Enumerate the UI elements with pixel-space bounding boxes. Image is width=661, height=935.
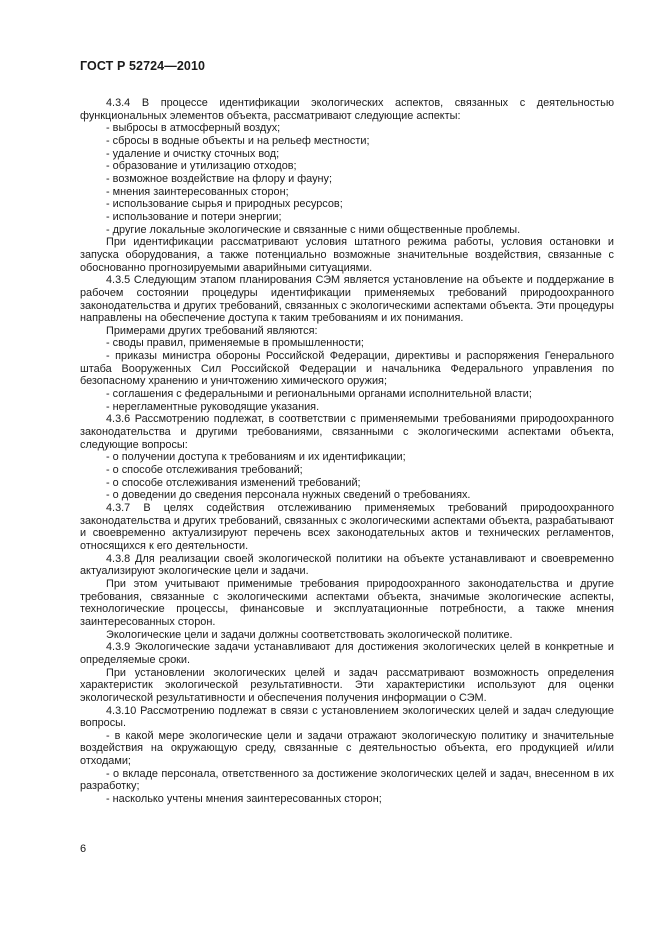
paragraph: - приказы министра обороны Российской Федерации, директивы и распоряжения Генерального штаба Вооруженных Сил Российской Федерации и начальника Федерального управления по безопасному хранению и уничтожению химического оружия; (80, 350, 614, 388)
document-header: ГОСТ Р 52724—2010 (80, 59, 206, 73)
list-item: - удаление и очистку сточных вод; (106, 147, 280, 160)
list-item: - нерегламентные руководящие указания. (106, 400, 320, 413)
paragraph: - в какой мере экологические цели и задачи отражают экологическую политику и значительные воздействия на окружающую среду, связанные с деятельностью объекта, его продукцией и/или отходами; (80, 729, 614, 768)
list-item: - использование и потери энергии; (106, 210, 282, 223)
list-item: - о способе отслеживания изменений требований; (106, 476, 361, 489)
page-number: 6 (80, 843, 87, 855)
paragraph: 4.3.9 Экологические задачи устанавливают для достижения экологических целей в конкретные и определяемые сроки. (80, 641, 614, 666)
paragraph: При идентификации рассматривают условия штатного режима работы, условия остановки и запуска оборудования, а также потенциально возможные значительные воздействия, связанные с обоснованно прогнозируемыми аварийными ситуациями. (80, 236, 614, 274)
paragraph: При этом учитывают применимые требования природоохранного законодательства и другие требования, связанные с экологическими аспектами объекта, значимые экологические аспекты, технологические процессы, финансовые и эксплуатационные потребности, а также мнения заинтересованных сторон. (80, 577, 614, 628)
list-item: - о получении доступа к требованиям и их идентификации; (106, 451, 406, 464)
list-item: - о способе отслеживания требований; (106, 464, 303, 477)
paragraph: 4.3.7 В целях содействия отслеживанию применяемых требований природоохранного законодательства и других требований, связанных с экологическими аспектами объекта, разрабатывают и своевременно актуализируют перечень всех законодательных актов и технических регламентов, относящихся к его деятельности. (80, 502, 614, 552)
list-item: - использование сырья и природных ресурсов; (106, 198, 343, 211)
document-body (80, 97, 614, 806)
list-item: - другие локальные экологические и связанные с ними общественные проблемы. (106, 223, 521, 236)
paragraph: 4.3.10 Рассмотрению подлежат в связи с установлением экологических целей и задач следующие вопросы. (80, 704, 614, 730)
list-item: - сбросы в водные объекты и на рельеф местности; (106, 134, 370, 147)
list-item: - насколько учтены мнения заинтересованных сторон; (106, 793, 382, 806)
paragraph: - о вкладе персонала, ответственного за достижение экологических целей и задач, внесенном в их разработку; (80, 767, 614, 793)
paragraph: При установлении экологических целей и задач рассматривают возможность определения характеристик экологической результативности. Эти характеристики используют для оценки экологической результативности и обеспечения получения информации о СЭМ. (80, 666, 614, 704)
list-item: Примерами других требований являются: (106, 324, 318, 337)
paragraph: 4.3.5 Следующим этапом планирования СЭМ является установление на объекте и поддержание в рабочем состоянии процедуры идентификации применяемых требований природоохранного законодательства и других требований, связанных с экологическими аспектами объекта. Эти процедуры направлены на обеспечение доступа к таким требованиям и их понимания. (80, 274, 614, 325)
list-item: - соглашения с федеральными и региональными органами исполнительной власти; (106, 388, 532, 401)
list-item: - возможное воздействие на флору и фауну; (106, 172, 333, 185)
list-item: - своды правил, применяемые в промышленности; (106, 337, 364, 350)
list-item: - образование и утилизацию отходов; (106, 160, 297, 173)
paragraph: 4.3.4 В процессе идентификации экологических аспектов, связанных с деятельностью функциональных элементов объекта, рассматривают следующие аспекты: (80, 97, 614, 122)
list-item: - мнения заинтересованных сторон; (106, 185, 289, 198)
list-item: - о доведении до сведения персонала нужных сведений о требованиях. (106, 489, 471, 502)
list-item: - выбросы в атмосферный воздух; (106, 122, 281, 135)
list-item: Экологические цели и задачи должны соответствовать экологической политике. (106, 628, 513, 641)
paragraph: 4.3.6 Рассмотрению подлежат, в соответствии с применяемыми требованиями природоохранного законодательства и другими требованиями, связанными с экологическими аспектами объекта, следующие вопросы: (80, 413, 614, 451)
paragraph: 4.3.8 Для реализации своей экологической политики на объекте устанавливают и своевременно актуализируют экологические цели и задачи. (80, 552, 614, 578)
